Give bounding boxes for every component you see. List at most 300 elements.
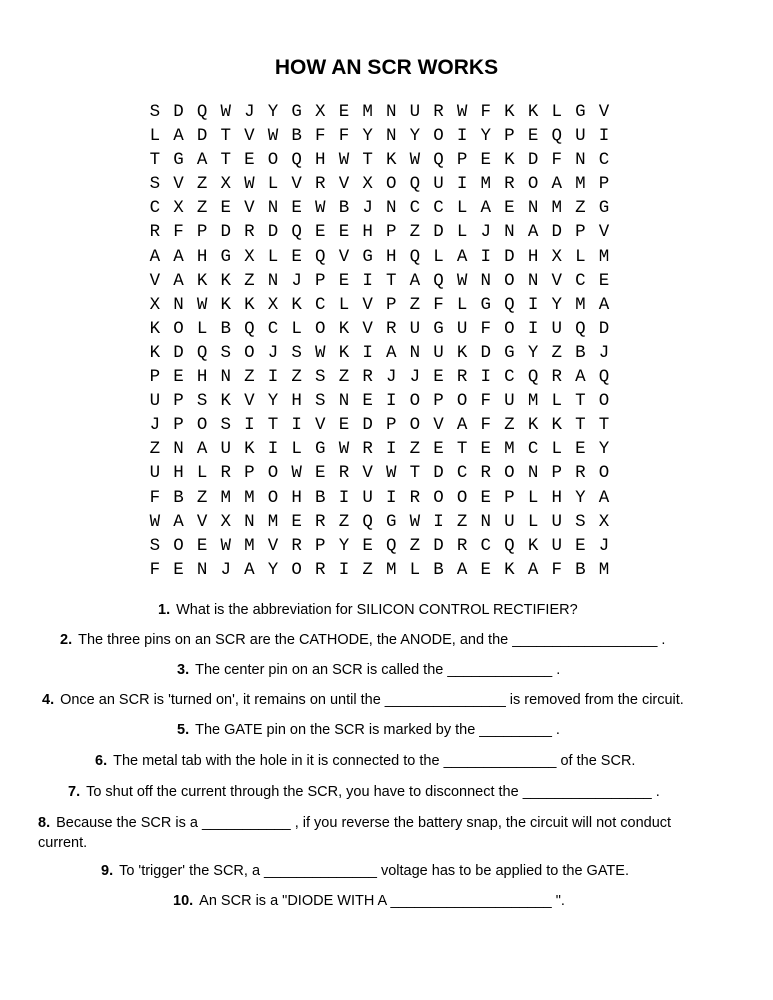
grid-letter: O: [433, 487, 444, 508]
question-item: [158, 600, 578, 620]
grid-letter: C: [267, 318, 279, 339]
grid-letter: O: [267, 150, 279, 171]
question-number: 1.: [158, 602, 171, 618]
grid-letter: N: [385, 198, 397, 219]
grid-letter: E: [362, 391, 373, 412]
grid-letter: W: [409, 150, 421, 171]
grid-letter: Z: [338, 367, 350, 388]
grid-letter: C: [456, 463, 468, 484]
grid-row: [143, 196, 616, 220]
grid-letter: U: [149, 391, 161, 412]
grid-letter: F: [149, 487, 161, 508]
grid-letter: E: [480, 150, 492, 171]
grid-letter: B: [433, 559, 444, 580]
grid-letter: W: [338, 439, 350, 460]
grid-letter: E: [291, 246, 302, 267]
grid-letter: L: [291, 439, 302, 460]
grid-letter: H: [362, 222, 373, 243]
grid-letter: A: [173, 126, 184, 147]
grid-letter: L: [149, 126, 161, 147]
question-item: [42, 690, 684, 710]
grid-letter: Y: [575, 487, 586, 508]
grid-row: [143, 461, 616, 485]
grid-letter: E: [480, 487, 492, 508]
grid-letter: O: [456, 391, 468, 412]
grid-letter: H: [315, 150, 326, 171]
grid-letter: I: [362, 270, 373, 291]
question-number: 9.: [101, 863, 114, 879]
grid-letter: Z: [291, 367, 302, 388]
grid-letter: S: [291, 342, 302, 363]
page-title: HOW AN SCR WORKS: [274, 56, 499, 79]
grid-letter: M: [527, 391, 539, 412]
grid-letter: J: [149, 415, 161, 436]
grid-letter: X: [149, 294, 161, 315]
grid-letter: O: [504, 318, 515, 339]
grid-letter: X: [220, 174, 231, 195]
grid-letter: P: [385, 415, 397, 436]
grid-letter: D: [173, 102, 184, 122]
grid-letter: Y: [551, 294, 562, 315]
grid-letter: C: [575, 270, 586, 291]
grid-letter: O: [433, 126, 444, 147]
grid-letter: L: [551, 102, 562, 122]
grid-letter: B: [291, 126, 302, 147]
grid-letter: V: [338, 174, 350, 195]
grid-letter: O: [598, 391, 610, 412]
grid-letter: O: [173, 535, 184, 556]
grid-row: [143, 389, 616, 413]
grid-letter: E: [480, 559, 492, 580]
grid-letter: Q: [291, 150, 302, 171]
grid-row: [143, 365, 616, 389]
grid-letter: K: [527, 535, 539, 556]
grid-letter: D: [433, 463, 444, 484]
grid-letter: U: [551, 318, 562, 339]
grid-letter: I: [480, 367, 492, 388]
grid-letter: Y: [409, 126, 421, 147]
grid-letter: D: [433, 222, 444, 243]
grid-letter: G: [291, 102, 302, 122]
grid-letter: N: [527, 270, 539, 291]
grid-letter: E: [220, 198, 231, 219]
grid-letter: K: [385, 150, 397, 171]
grid-letter: V: [433, 415, 444, 436]
grid-letter: Z: [244, 270, 255, 291]
question-number: 5.: [177, 722, 190, 738]
grid-letter: H: [173, 463, 184, 484]
grid-letter: N: [527, 198, 539, 219]
question-text: The center pin on an SCR is called the _____________ .: [195, 662, 561, 678]
grid-letter: A: [244, 559, 255, 580]
grid-letter: Z: [409, 439, 421, 460]
grid-letter: A: [598, 294, 610, 315]
grid-letter: N: [385, 126, 397, 147]
grid-letter: Z: [551, 342, 562, 363]
grid-letter: U: [551, 535, 562, 556]
grid-letter: T: [362, 150, 373, 171]
grid-letter: F: [480, 415, 492, 436]
grid-letter: F: [173, 222, 184, 243]
grid-letter: A: [149, 246, 161, 267]
grid-letter: J: [480, 222, 492, 243]
grid-letter: A: [173, 511, 184, 532]
grid-row: [143, 269, 616, 293]
grid-row: [143, 413, 616, 437]
grid-letter: V: [551, 270, 562, 291]
grid-letter: L: [456, 222, 468, 243]
grid-letter: Z: [196, 487, 208, 508]
grid-letter: D: [551, 222, 562, 243]
grid-letter: M: [551, 198, 562, 219]
grid-letter: N: [267, 198, 279, 219]
grid-letter: W: [244, 174, 255, 195]
grid-letter: H: [196, 367, 208, 388]
grid-letter: M: [480, 174, 492, 195]
grid-letter: O: [267, 487, 279, 508]
grid-letter: J: [598, 342, 610, 363]
grid-letter: L: [551, 391, 562, 412]
grid-letter: P: [385, 222, 397, 243]
grid-letter: P: [173, 391, 184, 412]
grid-row: [143, 124, 616, 148]
grid-letter: O: [409, 415, 421, 436]
grid-letter: I: [385, 391, 397, 412]
grid-letter: P: [598, 174, 610, 195]
grid-letter: E: [291, 511, 302, 532]
grid-row: [143, 317, 616, 341]
question-number: 2.: [60, 632, 73, 648]
grid-letter: D: [267, 222, 279, 243]
grid-letter: F: [149, 559, 161, 580]
grid-letter: P: [433, 391, 444, 412]
grid-letter: L: [527, 511, 539, 532]
grid-letter: J: [385, 367, 397, 388]
grid-letter: G: [173, 150, 184, 171]
grid-letter: E: [362, 535, 373, 556]
grid-letter: O: [598, 463, 610, 484]
grid-letter: Q: [504, 535, 515, 556]
grid-letter: T: [598, 415, 610, 436]
grid-letter: Z: [504, 415, 515, 436]
grid-letter: V: [362, 294, 373, 315]
grid-letter: A: [409, 270, 421, 291]
grid-letter: F: [480, 102, 492, 122]
grid-letter: P: [244, 463, 255, 484]
grid-letter: R: [456, 535, 468, 556]
grid-letter: R: [362, 439, 373, 460]
grid-letter: J: [220, 559, 231, 580]
grid-letter: W: [220, 102, 231, 122]
grid-letter: T: [220, 150, 231, 171]
grid-letter: U: [504, 511, 515, 532]
grid-letter: C: [409, 198, 421, 219]
grid-letter: B: [315, 487, 326, 508]
question-item: [38, 813, 718, 853]
grid-letter: P: [456, 150, 468, 171]
question-item: [173, 891, 565, 911]
question-number: 8.: [38, 815, 51, 831]
grid-letter: N: [504, 222, 515, 243]
grid-letter: I: [527, 318, 539, 339]
grid-letter: Q: [385, 535, 397, 556]
grid-letter: W: [267, 126, 279, 147]
grid-letter: E: [575, 535, 586, 556]
grid-letter: Z: [338, 511, 350, 532]
question-item: [95, 751, 635, 771]
grid-row: [143, 510, 616, 534]
grid-letter: Q: [291, 222, 302, 243]
grid-letter: R: [338, 463, 350, 484]
grid-letter: Z: [575, 198, 586, 219]
grid-letter: N: [385, 102, 397, 122]
grid-letter: Q: [433, 270, 444, 291]
grid-letter: Q: [433, 150, 444, 171]
grid-letter: U: [575, 126, 586, 147]
grid-letter: U: [551, 511, 562, 532]
grid-letter: N: [338, 391, 350, 412]
grid-letter: E: [598, 270, 610, 291]
grid-letter: P: [196, 222, 208, 243]
grid-letter: H: [291, 391, 302, 412]
question-item: [60, 630, 665, 650]
grid-letter: V: [338, 246, 350, 267]
grid-letter: O: [456, 487, 468, 508]
grid-letter: J: [244, 102, 255, 122]
grid-letter: Z: [456, 511, 468, 532]
grid-letter: K: [338, 342, 350, 363]
grid-letter: Q: [575, 318, 586, 339]
grid-letter: Z: [196, 198, 208, 219]
grid-letter: V: [598, 102, 610, 122]
grid-letter: W: [456, 270, 468, 291]
grid-letter: Z: [409, 535, 421, 556]
grid-letter: K: [338, 318, 350, 339]
grid-letter: Y: [527, 342, 539, 363]
grid-letter: O: [504, 270, 515, 291]
grid-letter: V: [244, 198, 255, 219]
grid-letter: U: [220, 439, 231, 460]
grid-letter: V: [362, 318, 373, 339]
grid-letter: D: [433, 535, 444, 556]
grid-letter: F: [433, 294, 444, 315]
question-item: [177, 720, 560, 740]
grid-letter: A: [385, 342, 397, 363]
grid-letter: K: [527, 102, 539, 122]
grid-letter: G: [598, 198, 610, 219]
grid-letter: A: [196, 439, 208, 460]
grid-letter: P: [173, 415, 184, 436]
grid-letter: W: [315, 342, 326, 363]
grid-letter: I: [362, 342, 373, 363]
grid-letter: M: [220, 487, 231, 508]
grid-letter: C: [480, 535, 492, 556]
grid-letter: Z: [244, 367, 255, 388]
grid-row: [143, 100, 616, 124]
grid-letter: V: [267, 535, 279, 556]
question-text: An SCR is a "DIODE WITH A ____________________ ".: [199, 893, 565, 909]
grid-letter: D: [173, 342, 184, 363]
grid-letter: L: [551, 439, 562, 460]
grid-letter: J: [362, 198, 373, 219]
grid-letter: L: [338, 294, 350, 315]
grid-letter: R: [480, 463, 492, 484]
grid-letter: I: [385, 487, 397, 508]
grid-letter: N: [480, 270, 492, 291]
grid-letter: R: [315, 559, 326, 580]
grid-letter: I: [527, 294, 539, 315]
grid-letter: C: [527, 439, 539, 460]
grid-letter: W: [149, 511, 161, 532]
grid-letter: O: [527, 174, 539, 195]
grid-letter: W: [291, 463, 302, 484]
grid-letter: J: [598, 535, 610, 556]
grid-letter: H: [551, 487, 562, 508]
grid-letter: U: [409, 102, 421, 122]
grid-letter: J: [409, 367, 421, 388]
grid-letter: L: [456, 198, 468, 219]
grid-letter: R: [504, 174, 515, 195]
grid-letter: M: [598, 559, 610, 580]
grid-letter: G: [504, 342, 515, 363]
grid-letter: M: [598, 246, 610, 267]
question-text: To 'trigger' the SCR, a ______________ voltage has to be applied to the GATE.: [119, 863, 629, 879]
grid-letter: F: [338, 126, 350, 147]
grid-letter: K: [504, 559, 515, 580]
grid-letter: I: [338, 559, 350, 580]
grid-letter: W: [315, 198, 326, 219]
grid-letter: K: [196, 270, 208, 291]
grid-letter: E: [173, 367, 184, 388]
grid-letter: S: [220, 342, 231, 363]
grid-letter: F: [480, 318, 492, 339]
grid-letter: O: [409, 391, 421, 412]
grid-letter: T: [409, 463, 421, 484]
grid-letter: P: [385, 294, 397, 315]
grid-letter: R: [551, 367, 562, 388]
grid-letter: D: [504, 246, 515, 267]
grid-letter: G: [385, 511, 397, 532]
grid-letter: W: [385, 463, 397, 484]
grid-letter: Z: [409, 222, 421, 243]
grid-letter: G: [575, 102, 586, 122]
grid-row: [143, 220, 616, 244]
grid-letter: D: [480, 342, 492, 363]
grid-letter: A: [456, 559, 468, 580]
grid-letter: N: [196, 559, 208, 580]
grid-letter: I: [291, 415, 302, 436]
grid-letter: Q: [196, 102, 208, 122]
grid-letter: D: [362, 415, 373, 436]
grid-letter: N: [267, 270, 279, 291]
grid-letter: D: [598, 318, 610, 339]
question-text: To shut off the current through the SCR, you have to disconnect the ________________ .: [86, 784, 660, 800]
grid-letter: V: [244, 391, 255, 412]
grid-letter: H: [527, 246, 539, 267]
grid-letter: A: [480, 198, 492, 219]
grid-letter: P: [551, 463, 562, 484]
grid-letter: Z: [409, 294, 421, 315]
grid-letter: K: [220, 294, 231, 315]
grid-letter: M: [504, 439, 515, 460]
grid-letter: M: [575, 174, 586, 195]
grid-letter: I: [385, 439, 397, 460]
grid-letter: F: [551, 150, 562, 171]
grid-letter: E: [575, 439, 586, 460]
grid-letter: L: [196, 463, 208, 484]
grid-letter: M: [267, 511, 279, 532]
grid-letter: X: [220, 511, 231, 532]
grid-row: [143, 148, 616, 172]
grid-letter: X: [173, 198, 184, 219]
grid-letter: I: [480, 246, 492, 267]
grid-letter: B: [173, 487, 184, 508]
grid-letter: N: [480, 511, 492, 532]
grid-letter: S: [149, 535, 161, 556]
question-text: The GATE pin on the SCR is marked by the _________ .: [195, 722, 560, 738]
grid-letter: R: [433, 102, 444, 122]
grid-letter: S: [575, 511, 586, 532]
grid-letter: L: [409, 559, 421, 580]
grid-letter: Q: [409, 246, 421, 267]
grid-letter: N: [173, 294, 184, 315]
grid-letter: K: [149, 318, 161, 339]
grid-letter: G: [315, 439, 326, 460]
grid-letter: V: [244, 126, 255, 147]
grid-letter: Q: [409, 174, 421, 195]
grid-letter: Z: [196, 174, 208, 195]
grid-letter: E: [315, 222, 326, 243]
question-number: 4.: [42, 692, 55, 708]
grid-letter: U: [433, 174, 444, 195]
grid-letter: W: [409, 511, 421, 532]
grid-letter: P: [504, 126, 515, 147]
grid-letter: R: [149, 222, 161, 243]
grid-letter: K: [149, 342, 161, 363]
grid-letter: C: [315, 294, 326, 315]
grid-letter: T: [575, 415, 586, 436]
grid-row: [143, 534, 616, 558]
grid-letter: O: [173, 318, 184, 339]
grid-letter: T: [456, 439, 468, 460]
grid-letter: K: [291, 294, 302, 315]
grid-letter: S: [315, 367, 326, 388]
grid-letter: E: [527, 126, 539, 147]
grid-letter: W: [220, 535, 231, 556]
grid-letter: W: [456, 102, 468, 122]
grid-letter: V: [196, 511, 208, 532]
grid-letter: R: [362, 367, 373, 388]
grid-letter: Y: [267, 391, 279, 412]
grid-letter: G: [480, 294, 492, 315]
question-text: Once an SCR is 'turned on', it remains on until the _______________ is removed from the circuit.: [60, 692, 684, 708]
question-text: The three pins on an SCR are the CATHODE, the ANODE, and the __________________ .: [78, 632, 666, 648]
grid-letter: E: [315, 463, 326, 484]
grid-letter: L: [527, 487, 539, 508]
grid-letter: X: [244, 246, 255, 267]
grid-letter: V: [149, 270, 161, 291]
grid-letter: I: [433, 511, 444, 532]
grid-letter: O: [315, 318, 326, 339]
grid-row: [143, 341, 616, 365]
grid-letter: N: [409, 342, 421, 363]
grid-letter: K: [527, 415, 539, 436]
grid-letter: Q: [504, 294, 515, 315]
grid-letter: M: [385, 559, 397, 580]
grid-letter: C: [598, 150, 610, 171]
grid-letter: N: [173, 439, 184, 460]
grid-letter: H: [385, 246, 397, 267]
